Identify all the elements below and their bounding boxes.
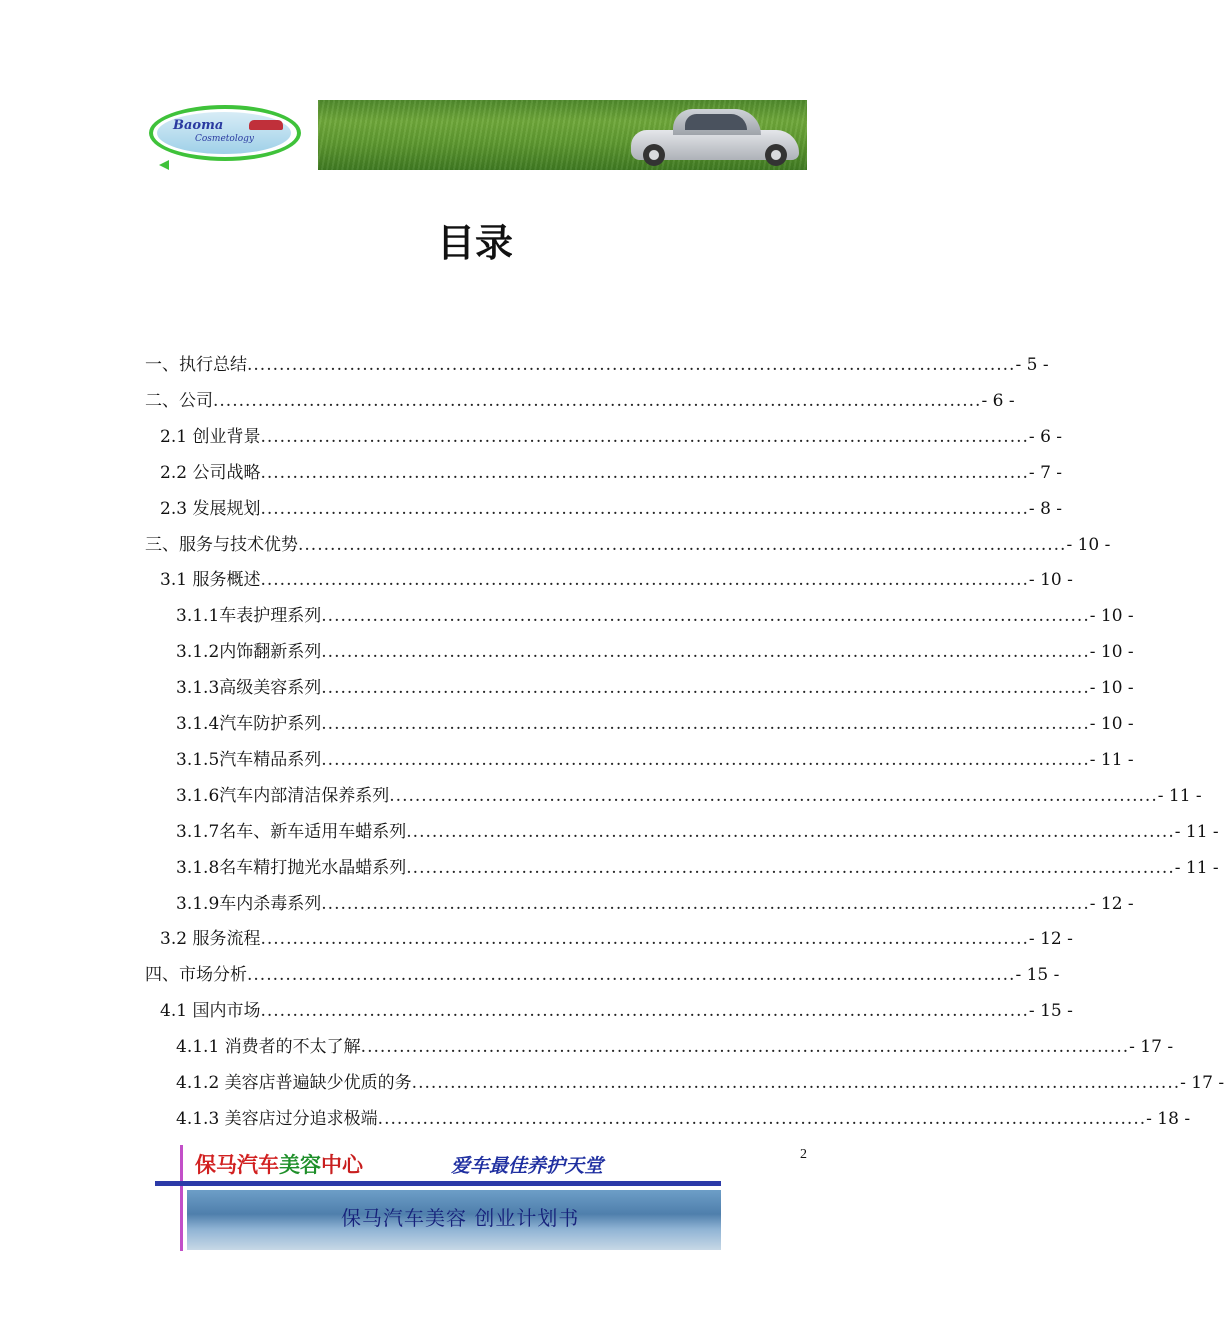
toc-entry-title: 二、公司: [145, 390, 213, 411]
footer-divider-horizontal: [155, 1181, 721, 1186]
toc-entry-page: - 12 -: [1089, 893, 1134, 914]
toc-entry[interactable]: [176, 742, 1134, 778]
toc-leader-dots: ........................................................................................................................: [406, 857, 1175, 878]
toc-entry-title: 3.1.6汽车内部清洁保养系列: [176, 785, 390, 806]
toc-entry-title: 2.3 发展规划: [160, 498, 261, 519]
toc-entry-title: 三、服务与技术优势: [145, 534, 298, 555]
toc-leader-dots: ........................................................................................................................: [260, 570, 1029, 591]
toc-entry-page: - 10 -: [1028, 570, 1073, 591]
toc-leader-dots: ........................................................................................................................: [389, 785, 1158, 806]
toc-entry-title: 3.1.8名车精打抛光水晶蜡系列: [176, 857, 407, 878]
toc-entry-title: 2.1 创业背景: [160, 426, 261, 447]
page-title: 目录: [436, 221, 513, 265]
toc-entry-title: 四、市场分析: [145, 965, 247, 986]
toc-entry[interactable]: [160, 419, 1063, 455]
logo-word: Baoma: [173, 118, 224, 133]
toc-leader-dots: ........................................................................................................................: [213, 390, 982, 411]
toc-entry[interactable]: [176, 670, 1134, 706]
toc-entry-title: 3.1.1车表护理系列: [176, 606, 322, 627]
toc-entry-title: 4.1.1 消费者的不太了解: [176, 1037, 361, 1058]
toc-entry[interactable]: [176, 1065, 1224, 1101]
toc-entry[interactable]: [176, 598, 1134, 634]
page-number: 2: [800, 1147, 807, 1162]
toc-entry[interactable]: [176, 850, 1219, 886]
toc-entry-title: 2.2 公司战略: [160, 462, 261, 483]
footer-plan-title: 保马汽车美容 创业计划书: [341, 1206, 580, 1230]
brand-part-3: 中心: [321, 1153, 363, 1177]
toc-entry-title: 一、执行总结: [145, 355, 247, 375]
brand-part-2: 美容: [279, 1153, 321, 1177]
header-banner: [143, 100, 807, 170]
toc-entry-title: 4.1 国内市场: [160, 1001, 261, 1022]
toc-entry[interactable]: [176, 778, 1202, 814]
toc-entry[interactable]: [145, 957, 1060, 993]
car-window: [685, 114, 747, 130]
footer-banner: [155, 1145, 725, 1251]
toc-entry[interactable]: [160, 491, 1063, 527]
company-logo: [143, 100, 315, 170]
toc-entry-page: - 10 -: [1089, 606, 1134, 627]
toc-leader-dots: ........................................................................................................................: [298, 534, 1067, 555]
toc-entry[interactable]: [176, 634, 1134, 670]
toc-entry-title: 3.1.2内饰翻新系列: [176, 642, 322, 663]
toc-entry-page: - 11 -: [1174, 821, 1219, 842]
toc-leader-dots: ........................................................................................................................: [321, 714, 1090, 734]
brand-part-1: 保马汽车: [195, 1153, 279, 1177]
toc-entry-page: - 8 -: [1028, 498, 1063, 519]
footer-brand: [195, 1149, 363, 1179]
toc-leader-dots: ........................................................................................................................: [247, 355, 1016, 375]
toc-entry[interactable]: [176, 1101, 1191, 1137]
toc-entry-page: - 15 -: [1028, 1001, 1073, 1022]
toc-entry[interactable]: [176, 814, 1219, 850]
toc-entry[interactable]: [145, 383, 1015, 419]
toc-leader-dots: ........................................................................................................................: [321, 678, 1090, 699]
toc-entry-page: - 12 -: [1028, 929, 1073, 950]
toc-entry[interactable]: [160, 455, 1063, 491]
toc-entry-title: 3.1.7名车、新车适用车蜡系列: [176, 821, 407, 842]
toc-entry-title: 3.1.5汽车精品系列: [176, 749, 322, 770]
toc-leader-dots: ........................................................................................................................: [260, 462, 1029, 483]
logo-arrow-icon: [159, 160, 169, 170]
toc-entry-page: - 18 -: [1146, 1108, 1191, 1129]
toc-entry-title: 3.2 服务流程: [160, 929, 261, 950]
toc-leader-dots: ........................................................................................................................: [360, 1037, 1130, 1058]
toc-entry-title: 3.1.3高级美容系列: [176, 678, 322, 699]
toc-entry-page: - 7 -: [1028, 462, 1063, 483]
footer-divider-vertical: [180, 1145, 183, 1251]
toc-entry-page: - 11 -: [1174, 857, 1219, 878]
toc-entry-title: 3.1 服务概述: [160, 570, 261, 591]
footer-slogan: 爱车最佳养护天堂: [451, 1155, 604, 1177]
toc-entry-title: 4.1.2 美容店普遍缺少优质的务: [176, 1073, 412, 1093]
toc-leader-dots: ........................................................................................................................: [260, 1001, 1029, 1022]
toc-leader-dots: ........................................................................................................................: [321, 893, 1090, 914]
logo-subtitle: Cosmetology: [195, 134, 254, 144]
toc-leader-dots: ........................................................................................................................: [260, 498, 1029, 519]
toc-entry-page: - 17 -: [1180, 1073, 1224, 1093]
toc-entry[interactable]: [176, 706, 1134, 742]
car-wheel-rear: [765, 144, 787, 166]
toc-entry-page: - 15 -: [1015, 965, 1060, 986]
logo-car-icon: [249, 120, 283, 130]
toc-entry-page: - 5 -: [1015, 355, 1049, 375]
toc-leader-dots: ........................................................................................................................: [321, 642, 1090, 663]
car-wheel-front: [643, 144, 665, 166]
toc-leader-dots: ........................................................................................................................: [411, 1073, 1181, 1093]
toc-entry-title: 3.1.9车内杀毒系列: [176, 893, 322, 914]
toc-leader-dots: ........................................................................................................................: [247, 965, 1016, 986]
toc-leader-dots: ........................................................................................................................: [321, 606, 1090, 627]
toc-entry-page: - 10 -: [1089, 714, 1134, 734]
toc-entry[interactable]: [176, 1029, 1174, 1065]
toc-entry-page: - 17 -: [1129, 1037, 1174, 1058]
toc-entry[interactable]: [176, 886, 1134, 922]
toc-entry-page: - 10 -: [1066, 534, 1111, 555]
toc-entry[interactable]: [160, 993, 1073, 1029]
toc-entry-title: 3.1.4汽车防护系列: [176, 714, 322, 734]
toc-leader-dots: ........................................................................................................................: [260, 426, 1029, 447]
toc-entry-page: - 10 -: [1089, 678, 1134, 699]
toc-entry-title: 4.1.3 美容店过分追求极端: [176, 1108, 378, 1129]
toc-entry[interactable]: [160, 921, 1073, 957]
toc-leader-dots: ........................................................................................................................: [377, 1108, 1147, 1129]
toc-entry-page: - 11 -: [1157, 785, 1202, 806]
toc-entry-page: - 10 -: [1089, 642, 1134, 663]
toc-leader-dots: ........................................................................................................................: [406, 821, 1175, 842]
toc-entry-page: - 11 -: [1089, 749, 1134, 770]
toc-entry-page: - 6 -: [1028, 426, 1063, 447]
toc-leader-dots: ........................................................................................................................: [321, 749, 1090, 770]
toc-entry[interactable]: [160, 562, 1073, 598]
toc-entry-page: - 6 -: [981, 390, 1015, 411]
toc-leader-dots: ........................................................................................................................: [260, 929, 1029, 950]
toc-entry[interactable]: [145, 527, 1111, 563]
toc-entry[interactable]: [145, 347, 1049, 383]
